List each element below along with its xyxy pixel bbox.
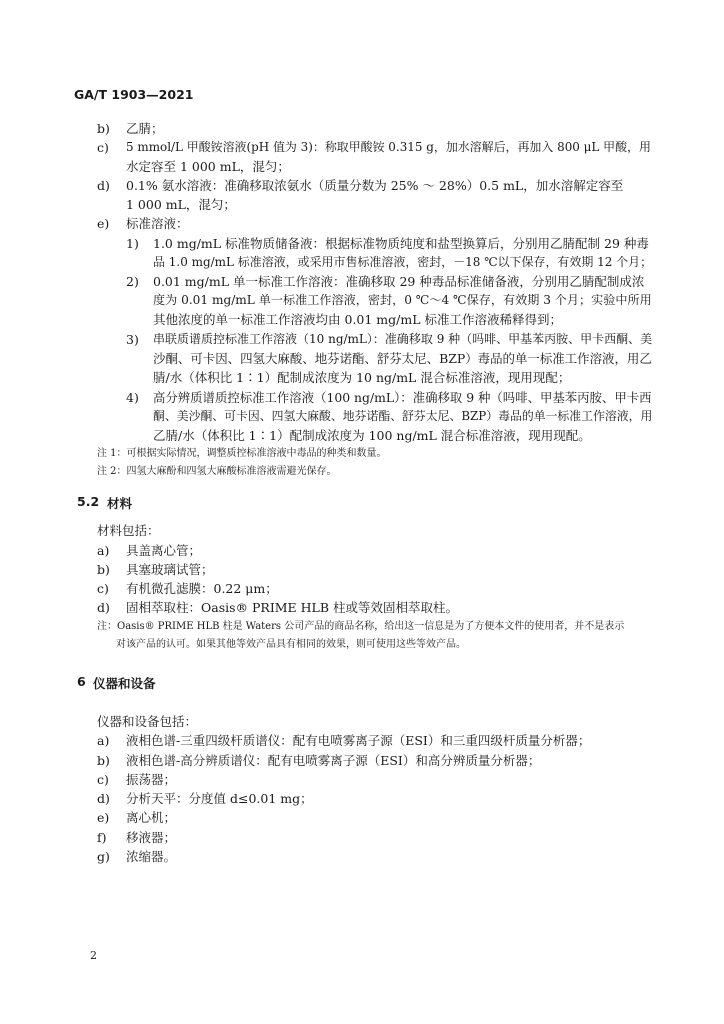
section-title: 材料 — [107, 496, 133, 511]
reagent-item-b: 乙腈； — [126, 121, 164, 136]
reagent-item-c-line: 水定容至 1 000 mL，混匀； — [126, 159, 290, 174]
sub-item-line: 串联质谱质控标准工作溶液（10 ng/mL）：准确移取 9 种（吗啡、甲基苯丙胺、甲卡西酮、美 — [153, 332, 653, 346]
material-item: 具塞玻璃试管； — [126, 562, 214, 577]
standard-code: GA/T 1903—2021 — [74, 87, 194, 102]
reagent-item-e: 标准溶液： — [126, 216, 189, 231]
list-marker: d) — [97, 791, 110, 806]
list-marker: d) — [97, 600, 110, 615]
material-item: 具盖离心管； — [126, 543, 202, 558]
list-marker: e) — [97, 216, 110, 231]
sub-item-line: 0.01 mg/mL 单一标准工作溶液：准确移取 29 种毒品标准储备液，分别用乙腈配制成浓 — [153, 274, 645, 289]
list-marker: b) — [97, 562, 110, 577]
instrument-item: 液相色谱-三重四级杆质谱仪：配有电喷雾离子源（ESI）和三重四级杆质量分析器； — [126, 733, 591, 748]
list-marker: b) — [97, 121, 110, 136]
material-note-line: 对该产品的认可。如果其他等效产品具有相同的效果，则可使用这些等效产品。 — [116, 639, 466, 650]
instrument-item: 振荡器； — [126, 772, 177, 787]
sub-item-line: 酮、美沙酮、可卡因、四氢大麻酸、地芬诺酯、舒芬太尼、BZP）毒品的单一标准工作溶液，用 — [153, 409, 653, 423]
section-intro: 材料包括： — [97, 523, 160, 538]
list-marker: g) — [97, 849, 110, 864]
list-marker: f) — [97, 830, 107, 845]
sub-item-line: 腈/水（体积比 1∶1）配制成浓度为 10 ng/mL 混合标准溶液，现用现配； — [153, 370, 571, 385]
reagent-item-d-line: 1 000 mL，混匀； — [126, 197, 236, 212]
list-marker: c) — [97, 140, 109, 155]
section-number: 5.2 — [77, 494, 100, 509]
list-marker: a) — [97, 733, 110, 748]
section-intro: 仪器和设备包括： — [97, 714, 198, 729]
instrument-item: 离心机； — [126, 810, 177, 825]
instrument-item: 液相色谱-高分辨质谱仪：配有电喷雾离子源（ESI）和高分辨质量分析器； — [126, 753, 541, 768]
material-item: 有机微孔滤膜：0.22 μm； — [126, 581, 278, 596]
instrument-item: 分析天平：分度值 d≤0.01 mg； — [126, 791, 313, 806]
note-1: 注 1：可根据实际情况，调整质控标准溶液中毒品的种类和数量。 — [97, 448, 387, 459]
sub-item-line: 1.0 mg/mL 标准物质储备液：根据标准物质纯度和盐型换算后，分别用乙腈配制 29 种毒 — [153, 236, 649, 251]
note-2: 注 2：四氢大麻酚和四氢大麻酸标准溶液需避光保存。 — [97, 466, 337, 477]
sub-list-marker: 3) — [126, 332, 139, 347]
sub-list-marker: 1) — [126, 236, 139, 251]
sub-item-line: 高分辨质谱质控标准工作溶液（100 ng/mL）：准确移取 9 种（吗啡、甲基苯丙胺、甲卡西 — [153, 390, 652, 405]
sub-item-line: 其他浓度的单一标准工作溶液均由 0.01 mg/mL 标准工作溶液稀释得到； — [153, 312, 562, 327]
sub-item-line: 度为 0.01 mg/mL 单一标准工作溶液，密封，0 ℃～4 ℃保存，有效期 3 个月；实验中所用 — [153, 293, 652, 307]
list-marker: e) — [97, 810, 110, 825]
list-marker: c) — [97, 772, 109, 787]
material-item: 固相萃取柱：Oasis® PRIME HLB 柱或等效固相萃取柱。 — [126, 600, 459, 615]
reagent-item-c-line: 5 mmol/L 甲酸铵溶液(pH 值为 3)：称取甲酸铵 0.315 g，加水溶解后，再加入 800 μL 甲酸，用 — [126, 140, 651, 154]
page-number: 2 — [90, 949, 97, 962]
sub-item-line: 沙酮、可卡因、四氢大麻酸、地芬诺酯、舒芬太尼、BZP）毒品的单一标准工作溶液，用乙 — [153, 351, 652, 366]
material-note-line: 注：Oasis® PRIME HLB 柱是 Waters 公司产品的商品名称，给出这一信息是为了方便本文件的使用者，并不是表示 — [97, 621, 625, 632]
list-marker: d) — [97, 178, 110, 193]
instrument-item: 浓缩器。 — [126, 849, 177, 864]
instrument-item: 移液器； — [126, 830, 177, 845]
sub-list-marker: 4) — [126, 390, 139, 405]
reagent-item-d-line: 0.1% 氨水溶液：准确移取浓氨水（质量分数为 25% ～ 28%）0.5 mL，加水溶解定容至 — [126, 178, 624, 193]
section-number: 6 — [77, 674, 86, 689]
sub-item-line: 乙腈/水（体积比 1∶1）配制成浓度为 100 ng/mL 混合标准溶液，现用现配。 — [153, 428, 591, 443]
sub-list-marker: 2) — [126, 274, 139, 289]
section-title: 仪器和设备 — [93, 676, 156, 691]
list-marker: a) — [97, 543, 110, 558]
list-marker: c) — [97, 581, 109, 596]
sub-item-line: 品 1.0 mg/mL 标准溶液，或采用市售标准溶液，密封，－18 ℃以下保存，有效期 12 个月； — [153, 255, 653, 269]
list-marker: b) — [97, 753, 110, 768]
